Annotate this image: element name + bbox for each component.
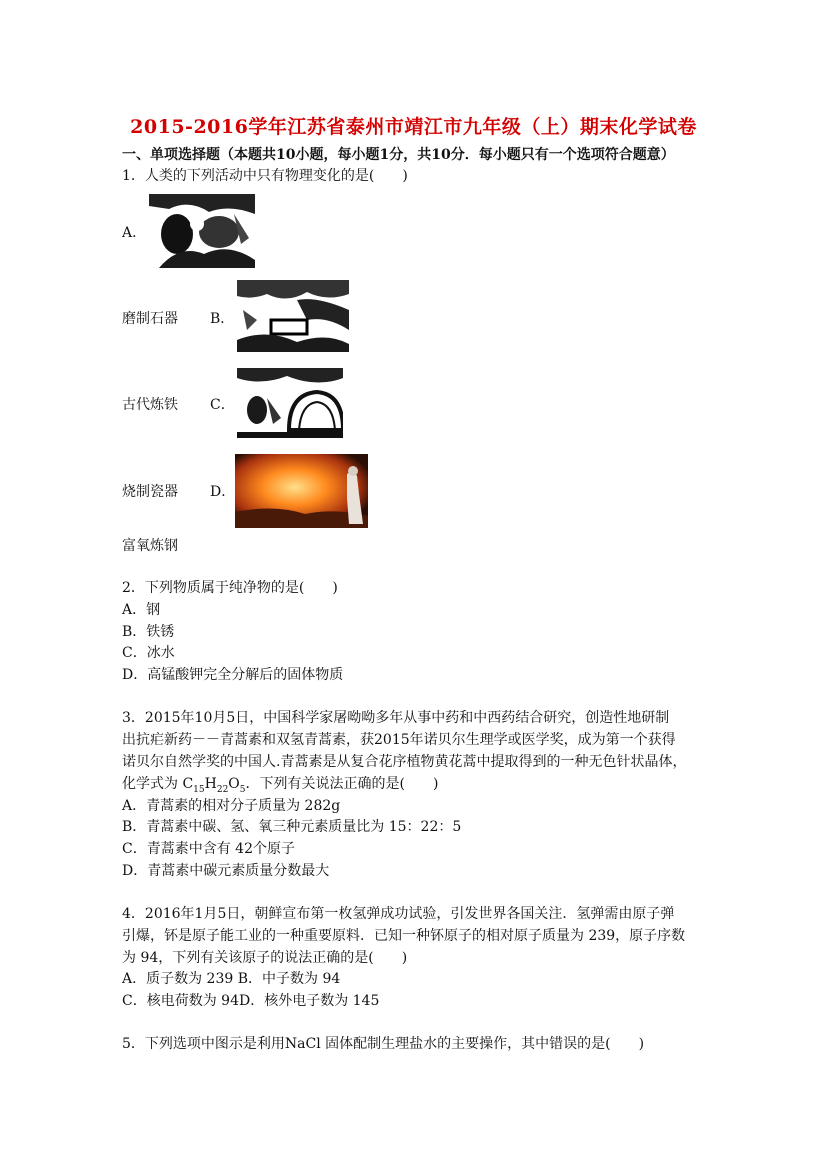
q3-option-a: A．青蒿素的相对分子质量为 282g (122, 798, 341, 814)
q1-caption-d: 富氧炼钢 (122, 538, 178, 554)
question-4-line-1: 4．2016年1月5日，朝鲜宣布第一枚氢弹成功试验，引发世界各国关注．氢弹需由原子弹 (122, 906, 675, 922)
q4-options-row-1: A．质子数为 239 B．中子数为 94 (122, 971, 341, 987)
q1-option-b-label: B． (210, 311, 235, 327)
formula-sub-hydrogen: 22 (216, 784, 229, 795)
q1-caption-b: 古代炼铁 (122, 397, 178, 413)
q2-option-c: C．冰水 (122, 645, 175, 661)
question-4-line-2: 引爆，钚是原子能工业的一种重要原料．已知一种钚原子的相对原子质量为 239，原子序数 (122, 928, 686, 944)
formula-sub-carbon: 15 (193, 784, 205, 795)
q2-option-d: D．高锰酸钾完全分解后的固体物质 (122, 667, 344, 683)
porcelain-firing-image (237, 368, 343, 438)
formula-sub-oxygen: 5 (239, 784, 246, 795)
section-heading: 一、单项选择题（本题共10小题，每小题1分，共10分．每小题只有一个选项符合题意） (122, 147, 675, 163)
question-3-line-1: 3．2015年10月5日，中国科学家屠呦呦多年从事中药和中西药结合研究，创造性地研制 (122, 710, 670, 726)
oxygen-steelmaking-image (235, 454, 368, 528)
q1-option-c-label: C． (210, 397, 235, 413)
q3-option-d: D．青蒿素中碳元素质量分数最大 (122, 863, 330, 879)
q2-option-b: B．铁锈 (122, 624, 175, 640)
q1-option-a-label: A． (122, 225, 147, 241)
q4-options-row-2: C．核电荷数为 94D．核外电子数为 145 (122, 993, 380, 1009)
q1-caption-c: 烧制瓷器 (122, 484, 178, 500)
exam-title: 2015-2016学年江苏省泰州市靖江市九年级（上）期末化学试卷 (130, 116, 697, 138)
ancient-ironmaking-image (237, 280, 349, 352)
question-2-stem: 2．下列物质属于纯净物的是( ) (122, 580, 338, 596)
q2-option-a: A．钢 (122, 602, 161, 618)
question-3-line-3: 诺贝尔自然学奖的中国人.青蒿素是从复合花序植物黄花蒿中提取得到的一种无色针状晶体， (122, 754, 687, 770)
formula-suffix: ．下列有关说法正确的是( ) (245, 776, 439, 792)
stone-grinding-image (149, 194, 255, 268)
question-5-stem: 5．下列选项中图示是利用NaCl 固体配制生理盐水的主要操作，其中错误的是( ) (122, 1036, 645, 1052)
q3-option-c: C．青蒿素中含有 42个原子 (122, 841, 295, 857)
q1-caption-a: 磨制石器 (122, 311, 178, 327)
formula-h: H (204, 776, 217, 792)
formula-o: O (228, 776, 240, 792)
question-4-line-3: 为 94，下列有关该原子的说法正确的是( ) (122, 950, 408, 966)
question-1-stem: 1．人类的下列活动中只有物理变化的是( ) (122, 168, 408, 184)
q3-option-b: B．青蒿素中碳、氢、氧三种元素质量比为 15：22：5 (122, 819, 462, 835)
question-3-line-2: 出抗疟新药－－青蒿素和双氢青蒿素，获2015年诺贝尔生理学或医学奖，成为第一个获得 (122, 732, 676, 748)
q1-option-d-label: D． (210, 484, 236, 500)
formula-prefix: 化学式为 C (122, 776, 194, 792)
